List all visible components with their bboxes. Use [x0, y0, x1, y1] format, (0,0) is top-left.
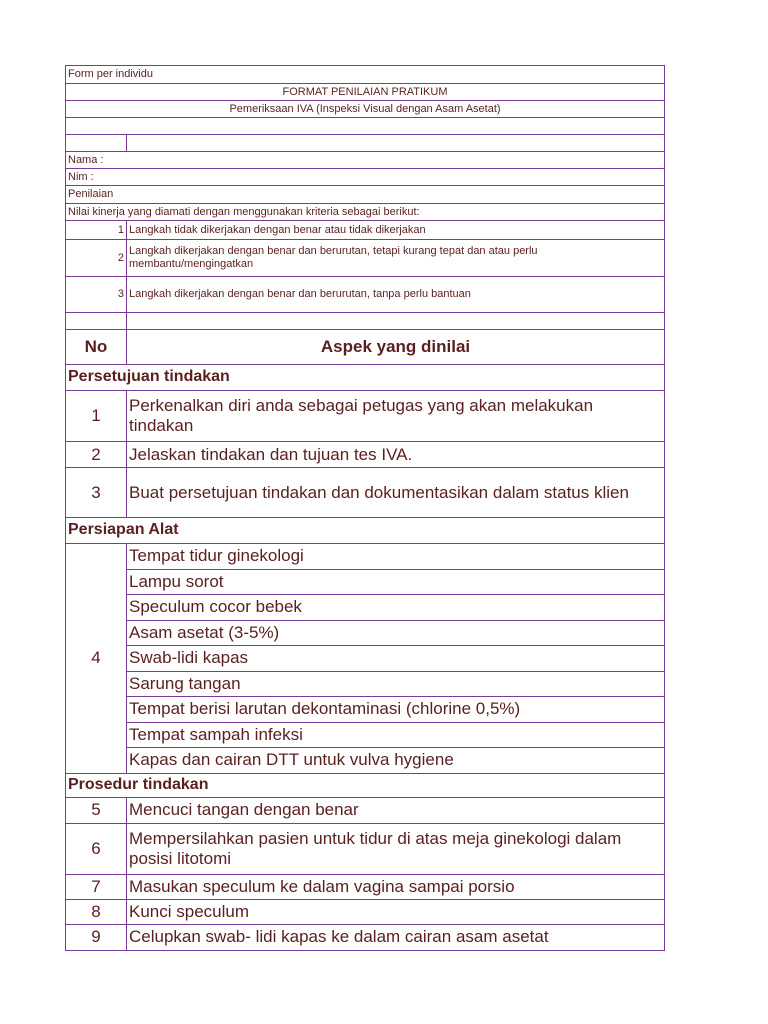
alat-item: Speculum cocor bebek [127, 595, 665, 621]
alat-item: Tempat sampah infeksi [127, 722, 665, 748]
item-text: Buat persetujuan tindakan dan dokumentasikan dalam status klien [127, 468, 665, 518]
item-number: 5 [66, 797, 127, 823]
blank-cell [127, 313, 665, 330]
item-text: Celupkan swab- lidi kapas ke dalam cairan asam asetat [127, 924, 665, 950]
item-text: Kunci speculum [127, 899, 665, 924]
item-number: 3 [66, 468, 127, 518]
criteria-intro: Nilai kinerja yang diamati dengan menggunakan kriteria sebagai berikut: [66, 204, 665, 221]
item-number: 8 [66, 899, 127, 924]
item-text: Perkenalkan diri anda sebagai petugas yang akan melakukan tindakan [127, 391, 665, 442]
criteria-text: Langkah dikerjakan dengan benar dan berurutan, tetapi kurang tepat dan atau perlu membantu/mengingatkan [127, 240, 665, 277]
item-text: Masukan speculum ke dalam vagina sampai porsio [127, 874, 665, 899]
item-text: Mencuci tangan dengan benar [127, 797, 665, 823]
form-title: FORMAT PENILAIAN PRATIKUM [66, 84, 665, 101]
section-prosedur: Prosedur tindakan [66, 773, 665, 797]
blank-cell [66, 313, 127, 330]
criteria-text: Langkah dikerjakan dengan benar dan berurutan, tanpa perlu bantuan [127, 277, 665, 313]
penilaian-label: Penilaian [66, 186, 665, 204]
column-header-no: No [66, 330, 127, 365]
alat-item: Lampu sorot [127, 569, 665, 595]
alat-item: Sarung tangan [127, 671, 665, 697]
criteria-number: 2 [66, 240, 127, 277]
item-number: 4 [66, 544, 127, 774]
alat-item: Tempat tidur ginekologi [127, 544, 665, 570]
criteria-number: 3 [66, 277, 127, 313]
assessment-form [65, 65, 665, 951]
column-header-aspect: Aspek yang dinilai [127, 330, 665, 365]
alat-item: Swab-lidi kapas [127, 646, 665, 672]
alat-item: Asam asetat (3-5%) [127, 620, 665, 646]
item-number: 6 [66, 823, 127, 874]
item-text: Jelaskan tindakan dan tujuan tes IVA. [127, 442, 665, 468]
item-number: 7 [66, 874, 127, 899]
blank-cell [66, 135, 127, 152]
item-text: Mempersilahkan pasien untuk tidur di atas meja ginekologi dalam posisi litotomi [127, 823, 665, 874]
item-number: 9 [66, 924, 127, 950]
alat-item: Kapas dan cairan DTT untuk vulva hygiene [127, 748, 665, 774]
item-number: 2 [66, 442, 127, 468]
blank-cell [127, 135, 665, 152]
blank-row [66, 118, 665, 135]
nim-field[interactable]: Nim : [66, 169, 665, 186]
alat-item: Tempat berisi larutan dekontaminasi (chlorine 0,5%) [127, 697, 665, 723]
criteria-text: Langkah tidak dikerjakan dengan benar atau tidak dikerjakan [127, 221, 665, 240]
section-persiapan: Persiapan Alat [66, 518, 665, 544]
form-label: Form per individu [66, 66, 665, 84]
item-number: 1 [66, 391, 127, 442]
nama-field[interactable]: Nama : [66, 152, 665, 169]
form-subtitle: Pemeriksaan IVA (Inspeksi Visual dengan Asam Asetat) [66, 101, 665, 118]
criteria-number: 1 [66, 221, 127, 240]
section-persetujuan: Persetujuan tindakan [66, 365, 665, 391]
